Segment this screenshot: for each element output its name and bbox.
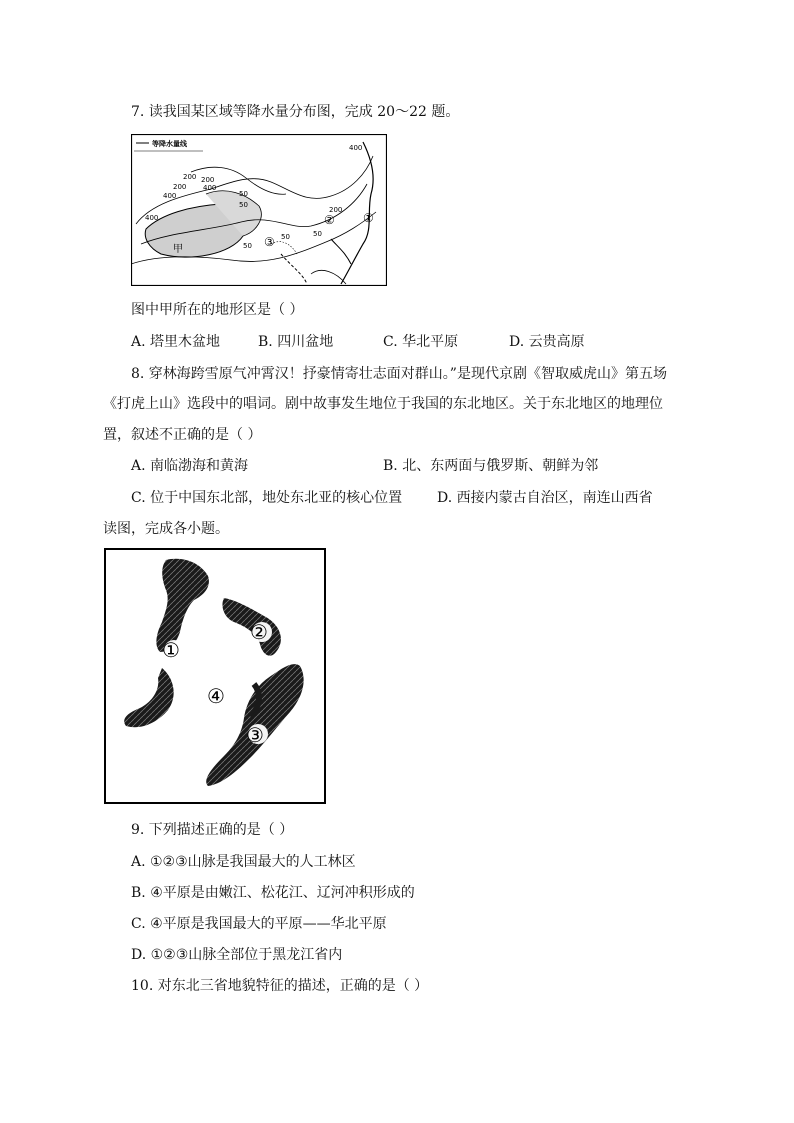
map-legend: 等降水量线 (152, 140, 187, 148)
map-marker-3: ③ (264, 235, 275, 249)
q8-stem-line1: 8. 穿林海跨雪原气冲霄汉！抒豪情寄壮志面对群山。”是现代京剧《智取威虎山》第五场 (131, 366, 667, 382)
q7-stem: 7. 读我国某区域等降水量分布图，完成 20～22 题。 (131, 104, 460, 120)
map-label: 50 (313, 230, 322, 238)
map-label: 400 (145, 214, 159, 222)
plain-marker-4: ④ (207, 684, 225, 708)
map-label: 50 (239, 201, 248, 209)
mountain-marker-1: ① (162, 638, 180, 662)
q8-option-a[interactable]: A. 南临渤海和黄海 (131, 458, 249, 474)
q8-option-c[interactable]: C. 位于中国东北部，地处东北亚的核心位置 (131, 490, 403, 506)
map-label: 200 (201, 176, 215, 184)
q9-option-c[interactable]: C. ④平原是我国最大的平原——华北平原 (131, 916, 387, 932)
q8-option-b[interactable]: B. 北、东两面与俄罗斯、朝鲜为邻 (383, 458, 599, 474)
q9-option-a[interactable]: A. ①②③山脉是我国最大的人工林区 (131, 854, 356, 870)
map-marker-2: ② (324, 213, 335, 227)
map-label: 200 (329, 206, 343, 214)
q9-option-b[interactable]: B. ④平原是由嫩江、松花江、辽河冲积形成的 (131, 885, 415, 901)
mountain-marker-2: ② (250, 620, 268, 644)
q10-stem: 10. 对东北三省地貌特征的描述，正确的是（ ） (131, 978, 429, 994)
intro-text: 读图，完成各小题。 (103, 521, 229, 537)
q8-option-d[interactable]: D. 西接内蒙古自治区，南连山西省 (437, 490, 653, 506)
map-label: 50 (281, 233, 290, 241)
q7-option-c[interactable]: C. 华北平原 (383, 334, 459, 350)
map-label: 400 (349, 144, 363, 152)
q7-option-a[interactable]: A. 塔里木盆地 (131, 334, 221, 350)
map-label: 50 (239, 190, 248, 198)
q7-sub-question: 图中甲所在的地形区是（ ） (131, 302, 304, 318)
q7-option-b[interactable]: B. 四川盆地 (258, 334, 334, 350)
precipitation-map (131, 134, 387, 286)
map-marker-1: ① (363, 211, 374, 225)
q8-stem-line3: 置，叙述不正确的是（ ） (103, 427, 262, 443)
map-label: 200 (183, 173, 197, 181)
q8-stem-line2: 《打虎上山》选段中的唱词。剧中故事发生地位于我国的东北地区。关于东北地区的地理位 (103, 396, 663, 412)
q7-option-d[interactable]: D. 云贵高原 (509, 334, 585, 350)
q9-stem: 9. 下列描述正确的是（ ） (131, 822, 294, 838)
mountains-map (104, 548, 326, 804)
map-label-jia: 甲 (173, 244, 183, 255)
mountain-marker-3: ③ (246, 723, 264, 747)
map-label: 50 (243, 242, 252, 250)
q9-option-d[interactable]: D. ①②③山脉全部位于黑龙江省内 (131, 947, 343, 963)
map-label: 400 (203, 184, 217, 192)
map-label: 400 (163, 192, 177, 200)
map-label: 200 (173, 183, 187, 191)
